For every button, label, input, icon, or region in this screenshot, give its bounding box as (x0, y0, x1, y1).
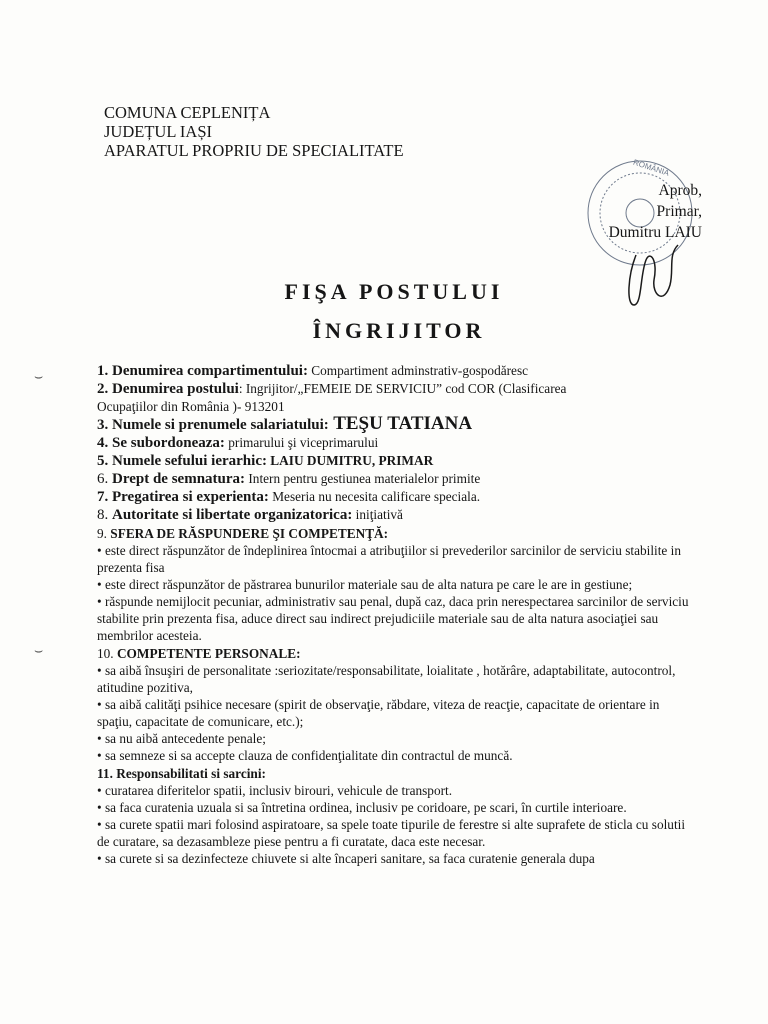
item-value: Compartiment adminstrativ-gospodăresc (307, 363, 529, 378)
item-employee (97, 415, 697, 434)
list-item: • sa faca curatenia uzuala si sa întretina ordinea, inclusiv pe coridoare, pe scari, în curtile interioare. (97, 800, 627, 815)
list-item: • sa aibă calităţi psihice necesare (spirit de observaţie, răbdare, viteza de reacţie, capacitate de orientare in spaţiu, capacitate de comunicare, etc.); (97, 697, 660, 729)
item-label: 3. Numele si prenumele salariatului: (97, 417, 329, 433)
list-item: • sa aibă însuşiri de personalitate :seriozitate/responsabilitate, loialitate , hotărâre, adaptabilitate, autocontrol, atitudine pozitiva, (97, 663, 676, 695)
approval-text: Aprob, (658, 182, 702, 199)
item-authority (97, 506, 697, 524)
item-subordination (97, 434, 697, 452)
item-number: 8. (97, 507, 112, 523)
item-position (97, 380, 697, 415)
list-item: • curatarea diferitelor spatii, inclusiv birouri, vehicule de transport. (97, 783, 453, 798)
item-value-cont: Ocupaţiilor din România )- 913201 (97, 399, 285, 414)
document-body (97, 362, 697, 867)
section-number: 9. (97, 526, 111, 541)
section-number: 10. (97, 646, 117, 661)
list-item: • este direct răspunzător de îndeplinirea întocmai a atribuţiilor si prevederilor sarcinilor de serviciu stabilite in prezenta fisa (97, 543, 681, 575)
section-competences-heading (97, 645, 697, 662)
section-tasks-heading: 11. Responsabilitati si sarcini: (97, 766, 266, 781)
item-label: Drept de semnatura: (112, 471, 246, 487)
item-value: : Ingrijitor/„FEMEIE DE SERVICIU” cod COR (Clasificarea (238, 381, 567, 396)
document-header (104, 103, 404, 160)
item-value: Intern pentru gestiunea materialelor primite (245, 471, 481, 486)
list-item: • sa curete spatii mari folosind aspiratoare, sa spele toate tipurile de ferestre si alte suprafete de sticla cu solutii de curatare, sa dezasambleze piese pentru a fi curatate, daca este necesar. (97, 817, 686, 849)
item-department (97, 362, 697, 380)
section-responsibility-heading (97, 525, 697, 542)
approval-name: Dumitru LAIU (608, 224, 702, 241)
position-title: ÎNGRIJITOR (312, 318, 486, 343)
supervisor-name: LAIU DUMITRU, PRIMAR (266, 453, 434, 468)
list-item: • sa curete si sa dezinfecteze chiuvete si alte încaperi sanitare, sa faca curatenie generala dupa (97, 851, 595, 866)
item-supervisor (97, 452, 697, 470)
item-label: 7. Pregatirea si experienta: (97, 489, 269, 505)
employee-name: TEŞU TATIANA (328, 413, 473, 434)
list-item: • este direct răspunzător de păstrarea bunurilor materiale sau de alta natura pe care le are in gestiune; (97, 577, 633, 592)
section-title: SFERA DE RĂSPUNDERE ŞI COMPETENŢĂ: (110, 526, 389, 541)
item-value: iniţiativă (352, 507, 403, 522)
item-training (97, 488, 697, 506)
item-value: primarului şi viceprimarului (224, 435, 379, 450)
margin-mark: ⌣ (34, 644, 44, 659)
margin-mark: ⌣ (34, 370, 44, 385)
item-label: Autoritate si libertate organizatorica: (112, 507, 353, 523)
item-signature-right (97, 470, 697, 488)
header-commune: COMUNA CEPLENIȚA (104, 103, 271, 122)
section-title: COMPETENTE PERSONALE: (116, 646, 301, 661)
header-county: JUDEȚUL IAȘI (104, 122, 212, 141)
item-label: 2. Denumirea postului (97, 381, 239, 397)
document-title: FIŞA POSTULUI (284, 279, 504, 304)
approval-role: Primar, (656, 203, 702, 220)
approval-block (582, 180, 702, 243)
list-item: • sa semneze si sa accepte clauza de confidenţialitate din contractul de muncă. (97, 748, 513, 763)
item-number: 6. (97, 471, 112, 487)
list-item: • sa nu aibă antecedente penale; (97, 731, 266, 746)
item-label: 5. Numele sefului ierarhic: (97, 453, 267, 469)
item-label: 4. Se subordoneaza: (97, 435, 225, 451)
list-item: • răspunde nemijlocit pecuniar, administrativ sau penal, după caz, daca prin nerespectarea sarcinilor de serviciu stabilite prin prezenta fisa, aduce direct sau indirect prejudiciile materiale sau de alta natura asociaţiei sau membrilor acesteia. (97, 594, 689, 643)
item-value: Meseria nu necesita calificare speciala. (268, 489, 481, 504)
svg-text:ROMÂNIA: ROMÂNIA (632, 157, 671, 178)
item-label: 1. Denumirea compartimentului: (97, 363, 308, 379)
header-department: APARATUL PROPRIU DE SPECIALITATE (104, 141, 404, 160)
